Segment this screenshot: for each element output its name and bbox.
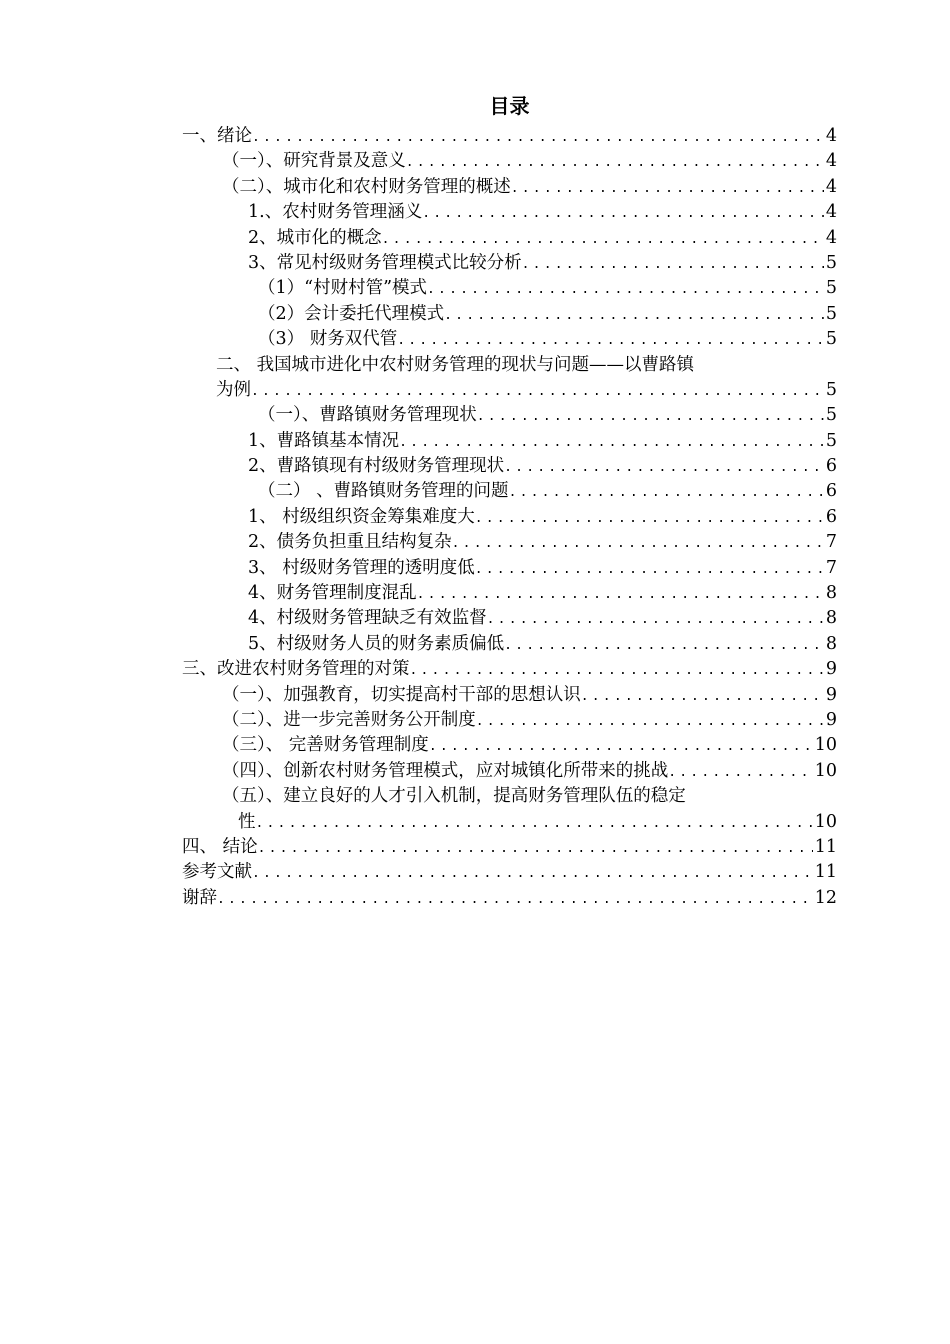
toc-entry-text: 1、曹路镇基本情况 xyxy=(248,430,400,451)
toc-page-number: 6 xyxy=(825,481,837,502)
toc-leader xyxy=(475,557,824,581)
toc-page-number: 8 xyxy=(825,583,837,604)
toc-entry[interactable] xyxy=(182,581,837,606)
toc-entry[interactable] xyxy=(182,860,837,885)
toc-entry[interactable] xyxy=(182,175,837,200)
toc-entry-text: 一、绪论 xyxy=(182,126,252,146)
toc-entry[interactable] xyxy=(182,200,837,225)
toc-page-number: 7 xyxy=(825,532,837,553)
toc-entry[interactable] xyxy=(182,530,837,555)
table-of-contents xyxy=(182,92,837,911)
toc-entry-text: 4、村级财务管理缺乏有效监督 xyxy=(248,608,487,629)
toc-entry[interactable] xyxy=(182,556,837,581)
toc-entry-text: （3） 财务双代管 xyxy=(258,329,398,350)
toc-page-number: 4 xyxy=(825,176,837,197)
toc-entry-text: 5、村级财务人员的财务素质偏低 xyxy=(248,633,505,654)
toc-leader xyxy=(504,455,824,479)
toc-page-number: 11 xyxy=(814,836,837,857)
toc-page-number: 5 xyxy=(825,379,837,400)
toc-entry[interactable] xyxy=(182,302,837,327)
toc-leader xyxy=(476,709,824,733)
toc-leader xyxy=(258,836,813,860)
toc-leader xyxy=(487,607,824,631)
toc-entry-text: （一）、加强教育，切实提高村干部的思想认识 xyxy=(222,684,581,705)
toc-entry[interactable] xyxy=(182,124,837,149)
toc-leader xyxy=(452,531,824,555)
toc-leader xyxy=(406,150,824,174)
toc-leader xyxy=(522,252,824,276)
toc-leader xyxy=(511,176,824,200)
toc-page-number: 4 xyxy=(825,227,837,248)
toc-entry[interactable] xyxy=(182,632,837,657)
toc-entry-text: （一）、研究背景及意义 xyxy=(222,151,406,172)
toc-entry[interactable] xyxy=(182,403,837,428)
toc-entry[interactable] xyxy=(182,835,837,860)
toc-page-number: 12 xyxy=(814,887,837,908)
toc-entry-text: （二） 、曹路镇财务管理的问题 xyxy=(258,481,509,502)
toc-page-number: 10 xyxy=(814,760,837,781)
toc-entry-text: 性 xyxy=(238,811,256,832)
toc-page-number: 10 xyxy=(814,811,837,832)
toc-page-number: 5 xyxy=(825,303,837,324)
toc-entry[interactable] xyxy=(182,251,837,276)
toc-entry[interactable] xyxy=(182,149,837,174)
toc-page-number: 5 xyxy=(825,278,837,299)
toc-entry-wrapped-line[interactable]: 二、 我国城市进化中农村财务管理的现状与问题——以曹路镇 xyxy=(216,354,695,375)
toc-leader xyxy=(427,277,824,301)
toc-page-number: 4 xyxy=(825,151,837,172)
toc-page-number: 9 xyxy=(825,684,837,705)
toc-page-number: 6 xyxy=(825,506,837,527)
toc-entry[interactable] xyxy=(182,886,837,911)
toc-entry-text: （2）会计委托代理模式 xyxy=(258,303,445,324)
toc-leader xyxy=(581,684,824,708)
toc-page-number: 9 xyxy=(825,659,837,680)
toc-leader xyxy=(252,125,824,149)
toc-entry[interactable] xyxy=(182,810,837,835)
toc-leader xyxy=(252,861,813,885)
toc-entry-text: 1.、农村财务管理涵义 xyxy=(248,202,423,223)
toc-entry-text: 2、城市化的概念 xyxy=(248,227,382,248)
toc-entry-text: （一）、曹路镇财务管理现状 xyxy=(258,405,477,426)
toc-entry-text: 三、改进农村财务管理的对策 xyxy=(182,659,410,680)
toc-page-number: 6 xyxy=(825,456,837,477)
toc-entry-text: 4、财务管理制度混乱 xyxy=(248,583,417,604)
toc-leader xyxy=(668,760,812,784)
toc-entry-text: 1、 村级组织资金筹集难度大 xyxy=(248,506,475,527)
toc-entry-text: 3、常见村级财务管理模式比较分析 xyxy=(248,252,522,273)
toc-leader xyxy=(504,633,824,657)
toc-entry-text: 2、曹路镇现有村级财务管理现状 xyxy=(248,456,505,477)
toc-leader xyxy=(410,658,824,682)
toc-entry[interactable] xyxy=(182,683,837,708)
toc-title: 目录 xyxy=(489,94,530,118)
toc-entry[interactable] xyxy=(182,454,837,479)
toc-entry-text: 3、 村级财务管理的透明度低 xyxy=(248,557,475,578)
toc-leader xyxy=(444,303,824,327)
toc-entry-text: （1）“村财村管”模式 xyxy=(258,278,428,299)
toc-leader xyxy=(397,328,824,352)
toc-leader xyxy=(477,404,824,428)
toc-entry[interactable] xyxy=(182,378,837,403)
toc-entry[interactable] xyxy=(182,276,837,301)
toc-page-number: 4 xyxy=(825,202,837,223)
toc-page-number: 7 xyxy=(825,557,837,578)
toc-entry[interactable] xyxy=(182,733,837,758)
toc-entry[interactable] xyxy=(182,327,837,352)
toc-leader xyxy=(217,887,813,911)
toc-page-number: 8 xyxy=(825,633,837,654)
toc-entry-text: 谢辞 xyxy=(182,887,217,908)
toc-page-number: 5 xyxy=(825,405,837,426)
toc-page-number: 11 xyxy=(814,862,837,883)
toc-leader xyxy=(509,480,824,504)
toc-entry-text: （二）、进一步完善财务公开制度 xyxy=(222,709,476,730)
toc-entry-wrapped-line[interactable]: （五）、建立良好的人才引入机制，提高财务管理队伍的稳定 xyxy=(222,786,686,807)
toc-entry-text: 2、债务负担重且结构复杂 xyxy=(248,532,452,553)
toc-leader xyxy=(251,379,824,403)
toc-entry-text: 四、 结论 xyxy=(182,836,258,857)
toc-entry[interactable] xyxy=(182,708,837,733)
toc-page-number: 9 xyxy=(825,709,837,730)
toc-leader xyxy=(417,582,824,606)
toc-entry-text: （二）、城市化和农村财务管理的概述 xyxy=(222,176,511,197)
toc-page-number: 8 xyxy=(825,608,837,629)
toc-page-number: 5 xyxy=(825,252,837,273)
toc-entry[interactable] xyxy=(182,505,837,530)
toc-leader xyxy=(422,201,824,225)
toc-leader xyxy=(429,734,813,758)
toc-entry[interactable] xyxy=(182,429,837,454)
toc-page-number: 10 xyxy=(814,735,837,756)
toc-entry[interactable] xyxy=(182,479,837,504)
toc-entry-text: （四）、创新农村财务管理模式，应对城镇化所带来的挑战 xyxy=(222,760,669,781)
toc-entry[interactable] xyxy=(182,226,837,251)
toc-leader xyxy=(475,506,824,530)
toc-page-number: 5 xyxy=(825,430,837,451)
toc-page-number: 5 xyxy=(825,329,837,350)
toc-entry-text: 参考文献 xyxy=(182,862,252,883)
toc-entry-text: （三）、 完善财务管理制度 xyxy=(222,735,429,756)
toc-entry[interactable] xyxy=(182,759,837,784)
toc-entry[interactable] xyxy=(182,657,837,682)
toc-entry-text: 为例 xyxy=(216,379,251,400)
toc-entry[interactable] xyxy=(182,606,837,631)
toc-leader xyxy=(382,227,824,251)
toc-leader xyxy=(256,811,813,835)
toc-leader xyxy=(399,430,824,454)
toc-page-number: 4 xyxy=(825,126,837,146)
